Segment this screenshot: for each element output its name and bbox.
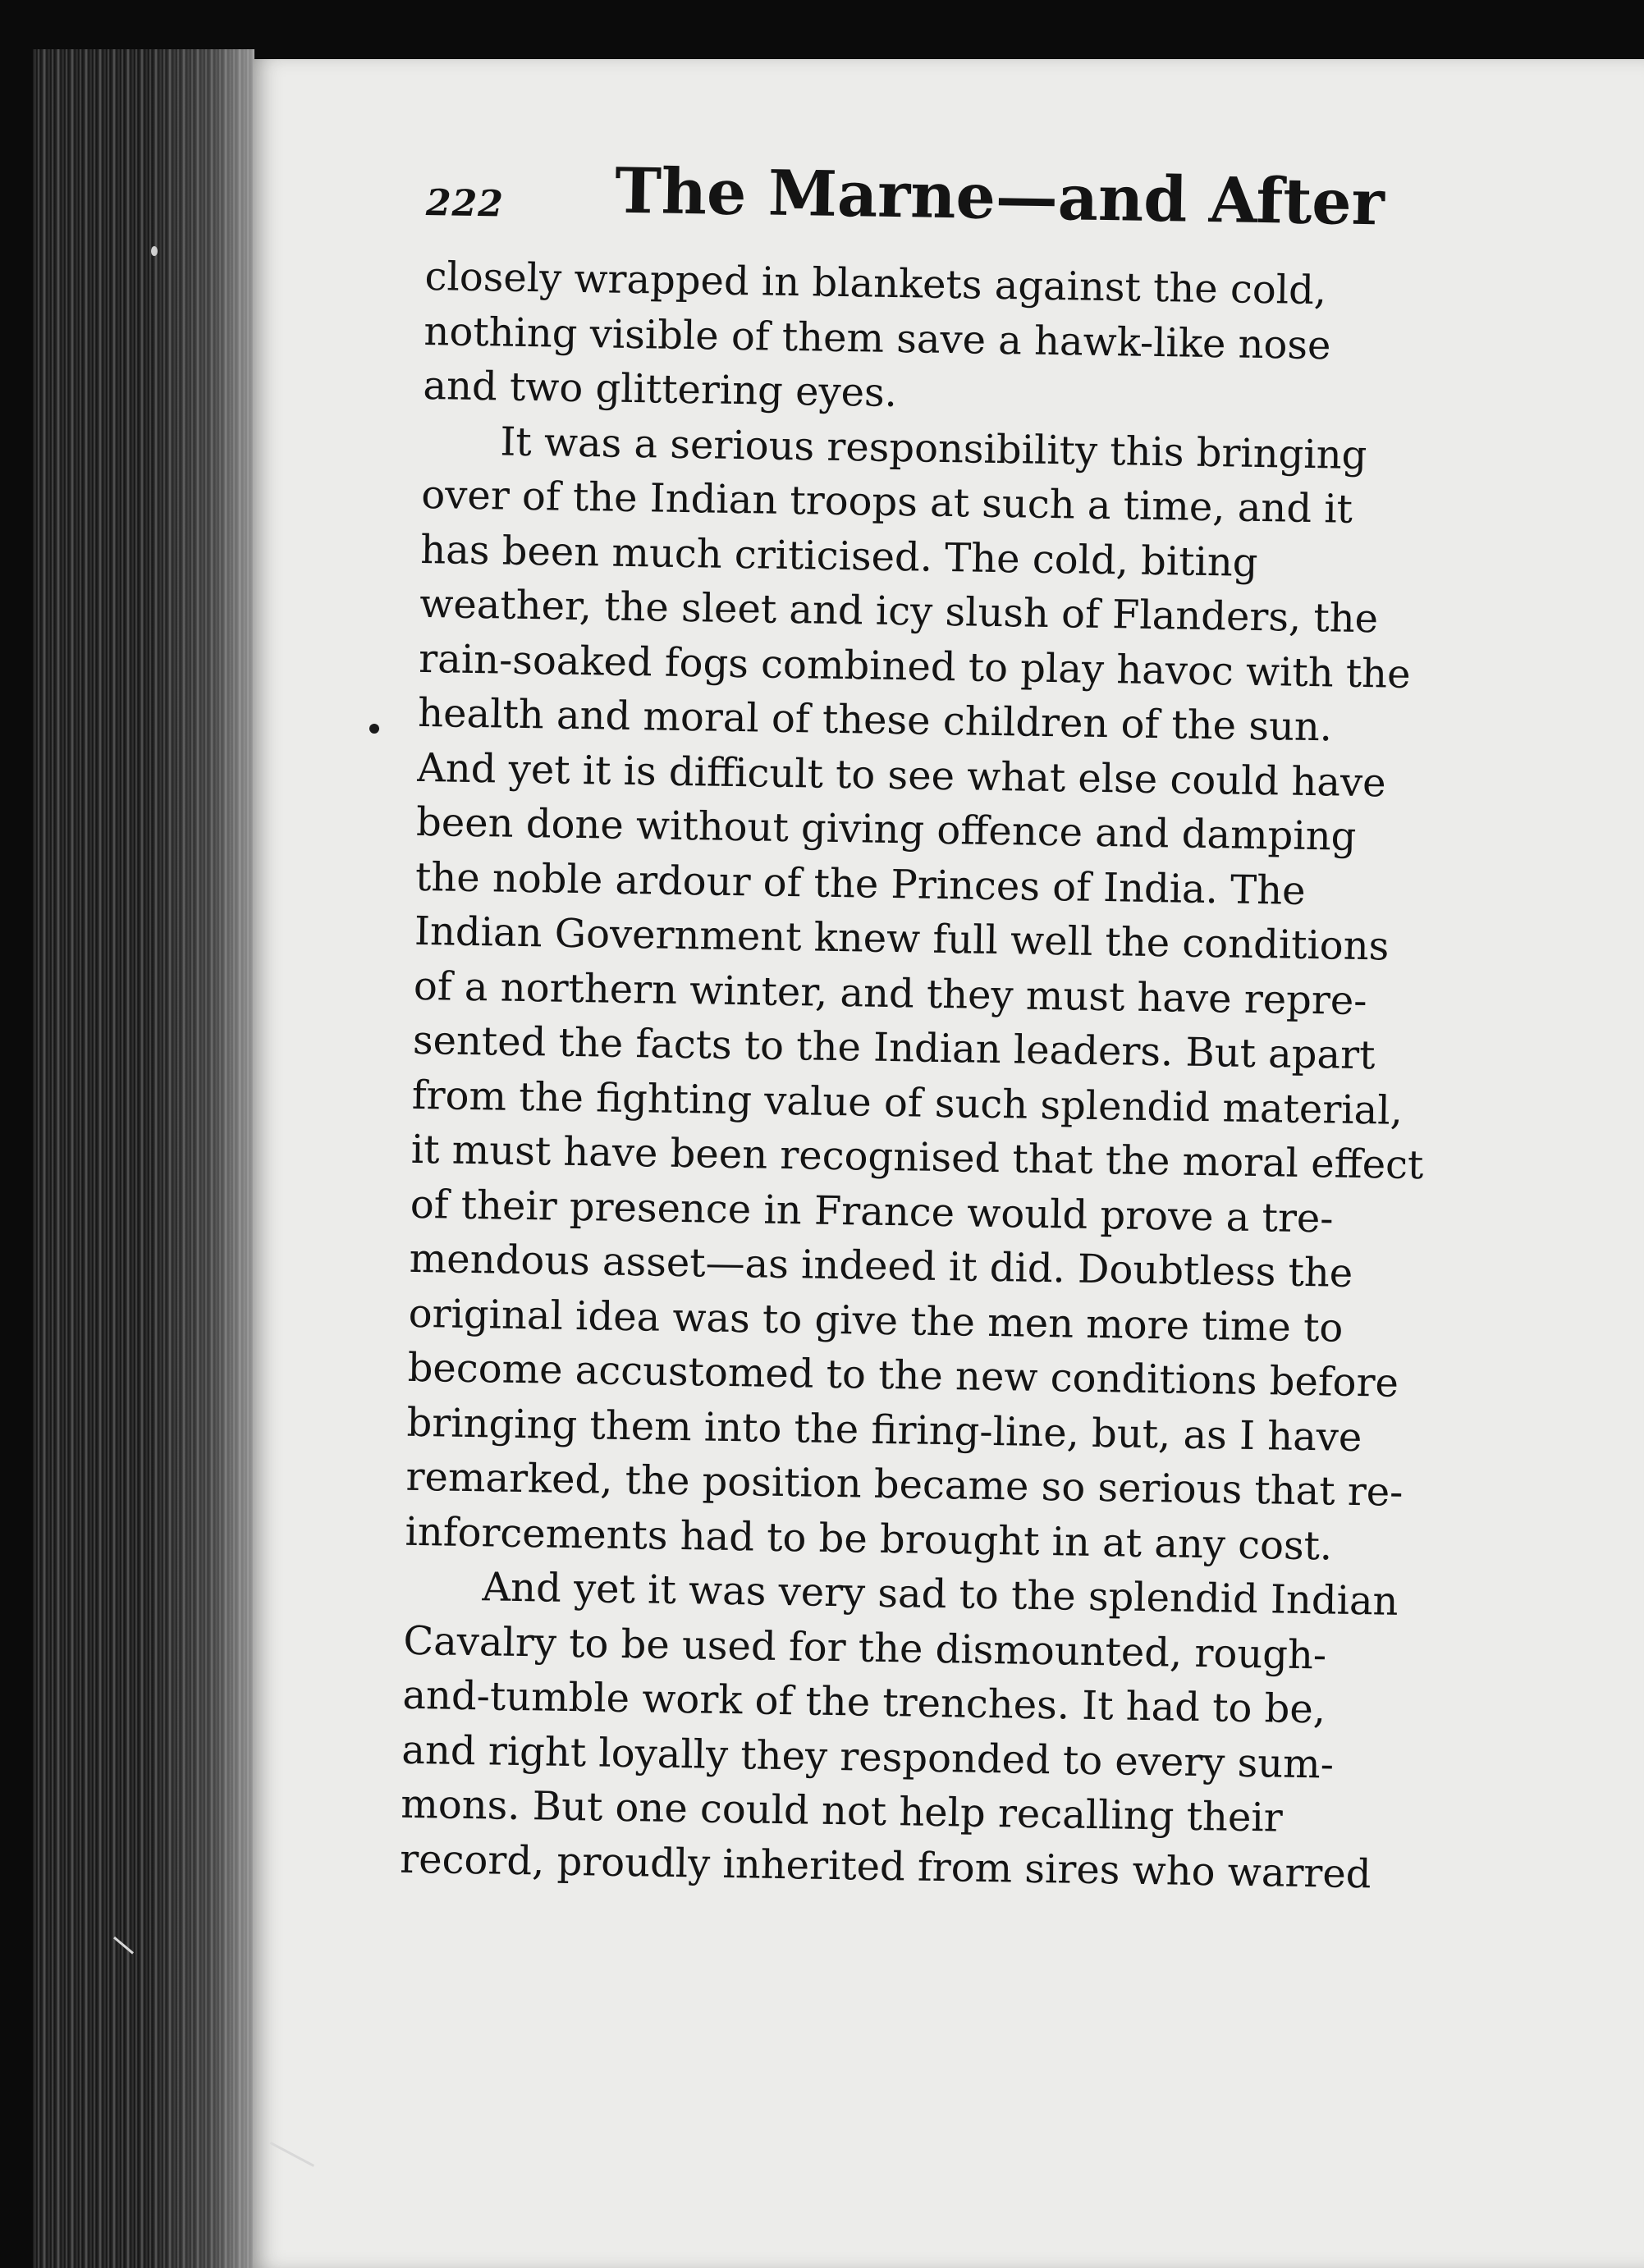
paragraph-first-line: And yet it was very sad to the splendid Indian (482, 1564, 1399, 1625)
text-line: and right loyally they responded to every sum- (401, 1726, 1335, 1788)
text-line: record, proudly inherited from sires who warred (399, 1836, 1372, 1897)
text-line: Cavalry to be used for the dismounted, rough- (403, 1617, 1327, 1678)
text-line: And yet it is difficult to see what else could have (416, 744, 1386, 806)
text-line: inforcements had to be brought in at any cost. (405, 1508, 1333, 1570)
text-line: the noble ardour of the Princes of India. The (414, 853, 1306, 914)
text-line: Indian Government knew full well the conditions (414, 908, 1390, 970)
page-text-block (400, 151, 1477, 1903)
text-line: remarked, the position became so serious that re- (405, 1453, 1404, 1516)
text-line: of their presence in France would prove a tre- (410, 1181, 1334, 1242)
text-line: become accustomed to the new conditions before (407, 1344, 1399, 1406)
page-number: 222 (425, 181, 505, 226)
text-line: and two glittering eyes. (423, 362, 898, 417)
margin-speck (369, 724, 379, 734)
text-line: and-tumble work of the trenches. It had to be, (401, 1671, 1326, 1733)
text-line: has been much criticised. The cold, biting (419, 526, 1258, 586)
text-line: over of the Indian troops at such a time, and it (420, 471, 1353, 533)
text-line: it must have been recognised that the moral effect (410, 1126, 1424, 1189)
text-line: from the fighting value of such splendid material, (411, 1072, 1404, 1134)
body-text (400, 249, 1476, 1903)
text-line: sented the facts to the Indian leaders. But apart (412, 1017, 1376, 1079)
text-line: bringing them into the firing-line, but, as I have (406, 1399, 1362, 1461)
text-line: health and moral of these children of the sun. (417, 689, 1333, 751)
page-edge-shadow (148, 49, 254, 2268)
text-line: weather, the sleet and icy slush of Flanders, the (419, 580, 1379, 642)
text-line: been done without giving offence and damping (415, 798, 1357, 860)
running-head (425, 151, 1477, 266)
book-page (253, 59, 1644, 2268)
text-line: mendous asset—as indeed it did. Doubtless the (409, 1235, 1353, 1296)
text-line: of a northern winter, and they must have repre- (413, 963, 1367, 1024)
text-line: nothing visible of them save a hawk-like nose (424, 308, 1331, 368)
text-line: closely wrapped in blankets against the cold, (424, 253, 1327, 314)
text-line: original idea was to give the men more time to (408, 1290, 1344, 1351)
text-line: mons. But one could not help recalling their (400, 1781, 1284, 1841)
running-title: The Marne—and After (614, 153, 1385, 240)
scan-artifact (151, 246, 158, 256)
paragraph-first-line: It was a serious responsibility this bringing (500, 418, 1367, 478)
text-line: rain-soaked fogs combined to play havoc with the (418, 635, 1411, 697)
